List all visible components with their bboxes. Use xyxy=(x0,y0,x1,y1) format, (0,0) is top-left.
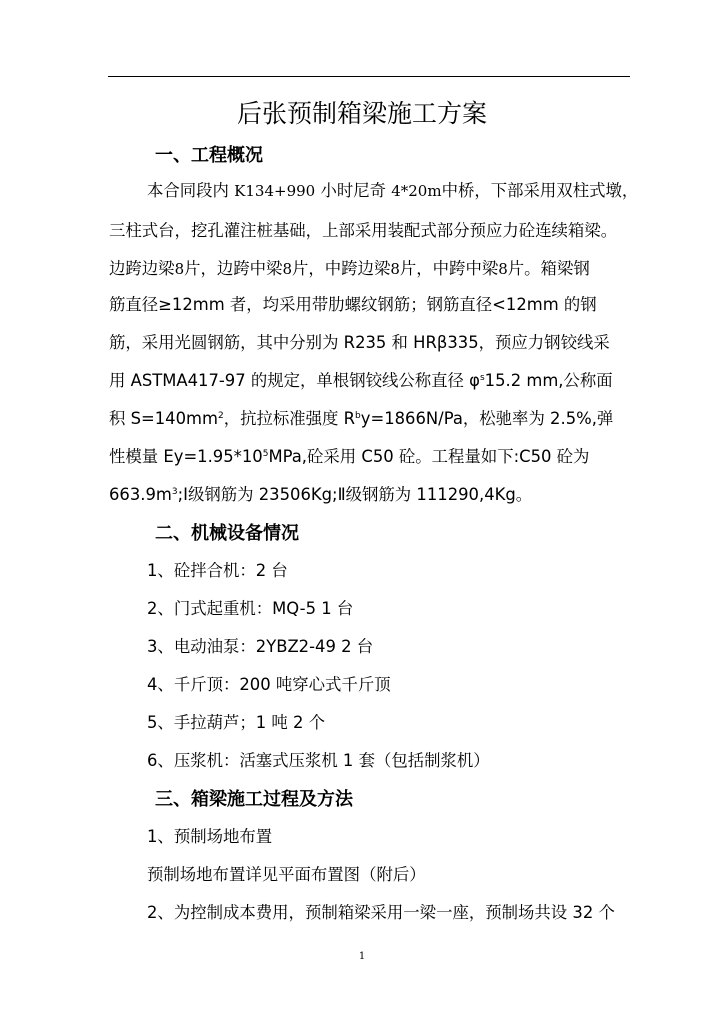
section-1-heading: 一、工程概况 xyxy=(155,145,263,166)
text-run: 8 xyxy=(498,260,508,278)
text-run: 积 S=140mm xyxy=(109,409,218,428)
equipment-item: 4、千斤顶：200 吨穿心式千斤顶 xyxy=(147,675,391,694)
text-run: 小时尼奇 xyxy=(320,181,386,200)
superscript: 2 xyxy=(217,411,224,421)
equipment-item: 3、电动油泵：2YBZ2-49 2 台 xyxy=(147,637,374,656)
paragraph-line-3 xyxy=(109,255,631,279)
superscript: 3 xyxy=(171,487,178,497)
text-run: 4*20m xyxy=(391,182,442,200)
subsection-heading: 1、预制场地布置 xyxy=(147,827,273,846)
text-run: 用 ASTMA417-97 的规定，单根钢铰线公称直径 φ xyxy=(109,371,480,390)
text-run: 663.9m xyxy=(109,485,172,504)
paragraph-line-2: 三柱式台，挖孔灌注桩基础，上部采用装配式部分预应力砼连续箱梁。 xyxy=(109,221,618,240)
text-run: ，抗拉标准强度 R xyxy=(223,409,356,428)
text-run: 片，中跨中梁 xyxy=(399,259,499,278)
equipment-item: 6、压浆机：活塞式压浆机 1 套（包括制浆机） xyxy=(147,751,490,770)
equipment-item: 1、砼拌合机：2 台 xyxy=(147,561,288,580)
superscript: 5 xyxy=(262,449,269,459)
text-run: ;Ⅰ级钢筋为 23506Kg;Ⅱ级钢筋为 111290,4Kg。 xyxy=(177,485,533,504)
equipment-item: 5、手拉葫芦；1 吨 2 个 xyxy=(147,713,326,732)
text-run: K134+990 xyxy=(234,182,316,200)
paragraph-line-8 xyxy=(109,443,631,467)
superscript: b xyxy=(355,411,361,421)
text-run: 片，中跨边梁 xyxy=(292,259,391,278)
paragraph-line-5: 筋，采用光圆钢筋，其中分别为 R235 和 HRβ335，预应力钢铰线采 xyxy=(109,333,610,352)
text-run: 中桥，下部采用双柱式墩， xyxy=(441,181,639,200)
section-3-heading: 三、箱梁施工过程及方法 xyxy=(155,789,353,810)
superscript: s xyxy=(479,373,485,383)
text-run: 片，边跨中梁 xyxy=(184,259,283,278)
equipment-item: 2、门式起重机：MQ-5 1 台 xyxy=(147,599,354,618)
document-title: 后张预制箱梁施工方案 xyxy=(236,99,487,128)
text-run: MPa,砼采用 C50 砼。工程量如下:C50 砼为 xyxy=(268,447,590,466)
paragraph-line-1 xyxy=(147,177,669,201)
subsection-heading: 2、为控制成本费用，预制箱梁采用一梁一座，预制场共设 32 个 xyxy=(147,903,615,922)
text-run: 8 xyxy=(390,260,400,278)
text-run: 15.2 mm,公称面 xyxy=(484,371,613,390)
paragraph-line-6 xyxy=(109,367,631,391)
text-run: 8 xyxy=(282,260,292,278)
paragraph-line-9 xyxy=(109,481,631,505)
text-run: 本合同段内 xyxy=(147,181,229,200)
text-run: 8 xyxy=(174,260,185,278)
text-run: 性模量 Ey=1.95*10 xyxy=(109,447,263,466)
header-rule xyxy=(108,76,630,77)
page-number: 1 xyxy=(358,951,366,962)
paragraph-line-4: 筋直径≥12mm 者，均采用带肋螺纹钢筋；钢筋直径<12mm 的钢 xyxy=(109,295,597,314)
text-run: y=1866N/Pa，松驰率为 2.5%,弹 xyxy=(360,409,614,428)
section-2-heading: 二、机械设备情况 xyxy=(155,523,299,544)
paragraph-line: 预制场地布置详见平面布置图（附后） xyxy=(147,865,426,884)
text-run: 片。箱梁钢 xyxy=(507,259,590,278)
text-run: 边跨边梁 xyxy=(109,259,175,278)
paragraph-line-7 xyxy=(109,405,631,429)
